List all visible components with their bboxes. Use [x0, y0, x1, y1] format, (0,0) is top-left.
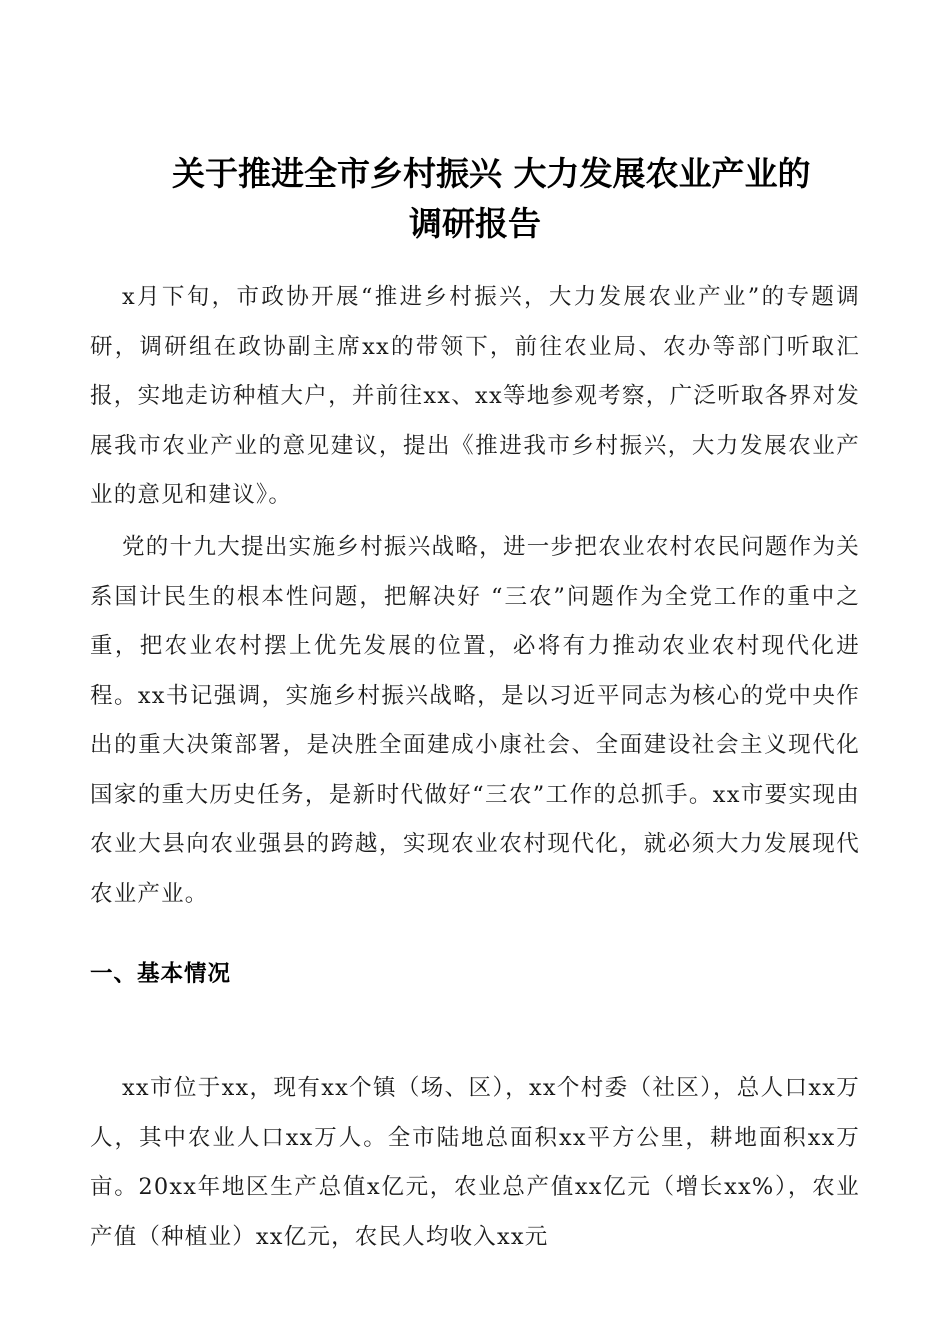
document-title-line-1: 关于推进全市乡村振兴 大力发展农业产业的: [172, 154, 811, 193]
document-title-line-2: 调研报告: [409, 204, 541, 243]
basic-situation-paragraph: xx市位于xx，现有xx个镇（场、区），xx个村委（社区），总人口xx万人，其中农业人口xx万人。全市陆地总面积xx平方公里，耕地面积xx万亩。20xx年地区生产总值x亿元，农业总产值xx亿元（增长xx%），农业产值（种植业）xx亿元，农民人均收入xx元: [90, 1075, 860, 1250]
intro-paragraph: x月下旬，市政协开展“推进乡村振兴，大力发展农业产业”的专题调研，调研组在政协副主席xx的带领下，前往农业局、农办等部门听取汇报，实地走访种植大户，并前往xx、xx等地参观考察，广泛听取各界对发展我市农业产业的意见建议，提出《推进我市乡村振兴，大力发展农业产业的意见和建议》。: [90, 284, 860, 508]
background-paragraph: 党的十九大提出实施乡村振兴战略，进一步把农业农村农民问题作为关系国计民生的根本性问题，把解决好 “三农”问题作为全党工作的重中之重，把农业农村摆上优先发展的位置，必将有力推动农业农村现代化进程。xx书记强调，实施乡村振兴战略，是以习近平同志为核心的党中央作出的重大决策部署，是决胜全面建成小康社会、全面建设社会主义现代化国家的重大历史任务，是新时代做好“三农”工作的总抓手。xx市要实现由农业大县向农业强县的跨越，实现农业农村现代化，就必须大力发展现代农业产业。: [90, 534, 860, 907]
section-heading-basic-situation: 一、基本情况: [90, 961, 232, 987]
